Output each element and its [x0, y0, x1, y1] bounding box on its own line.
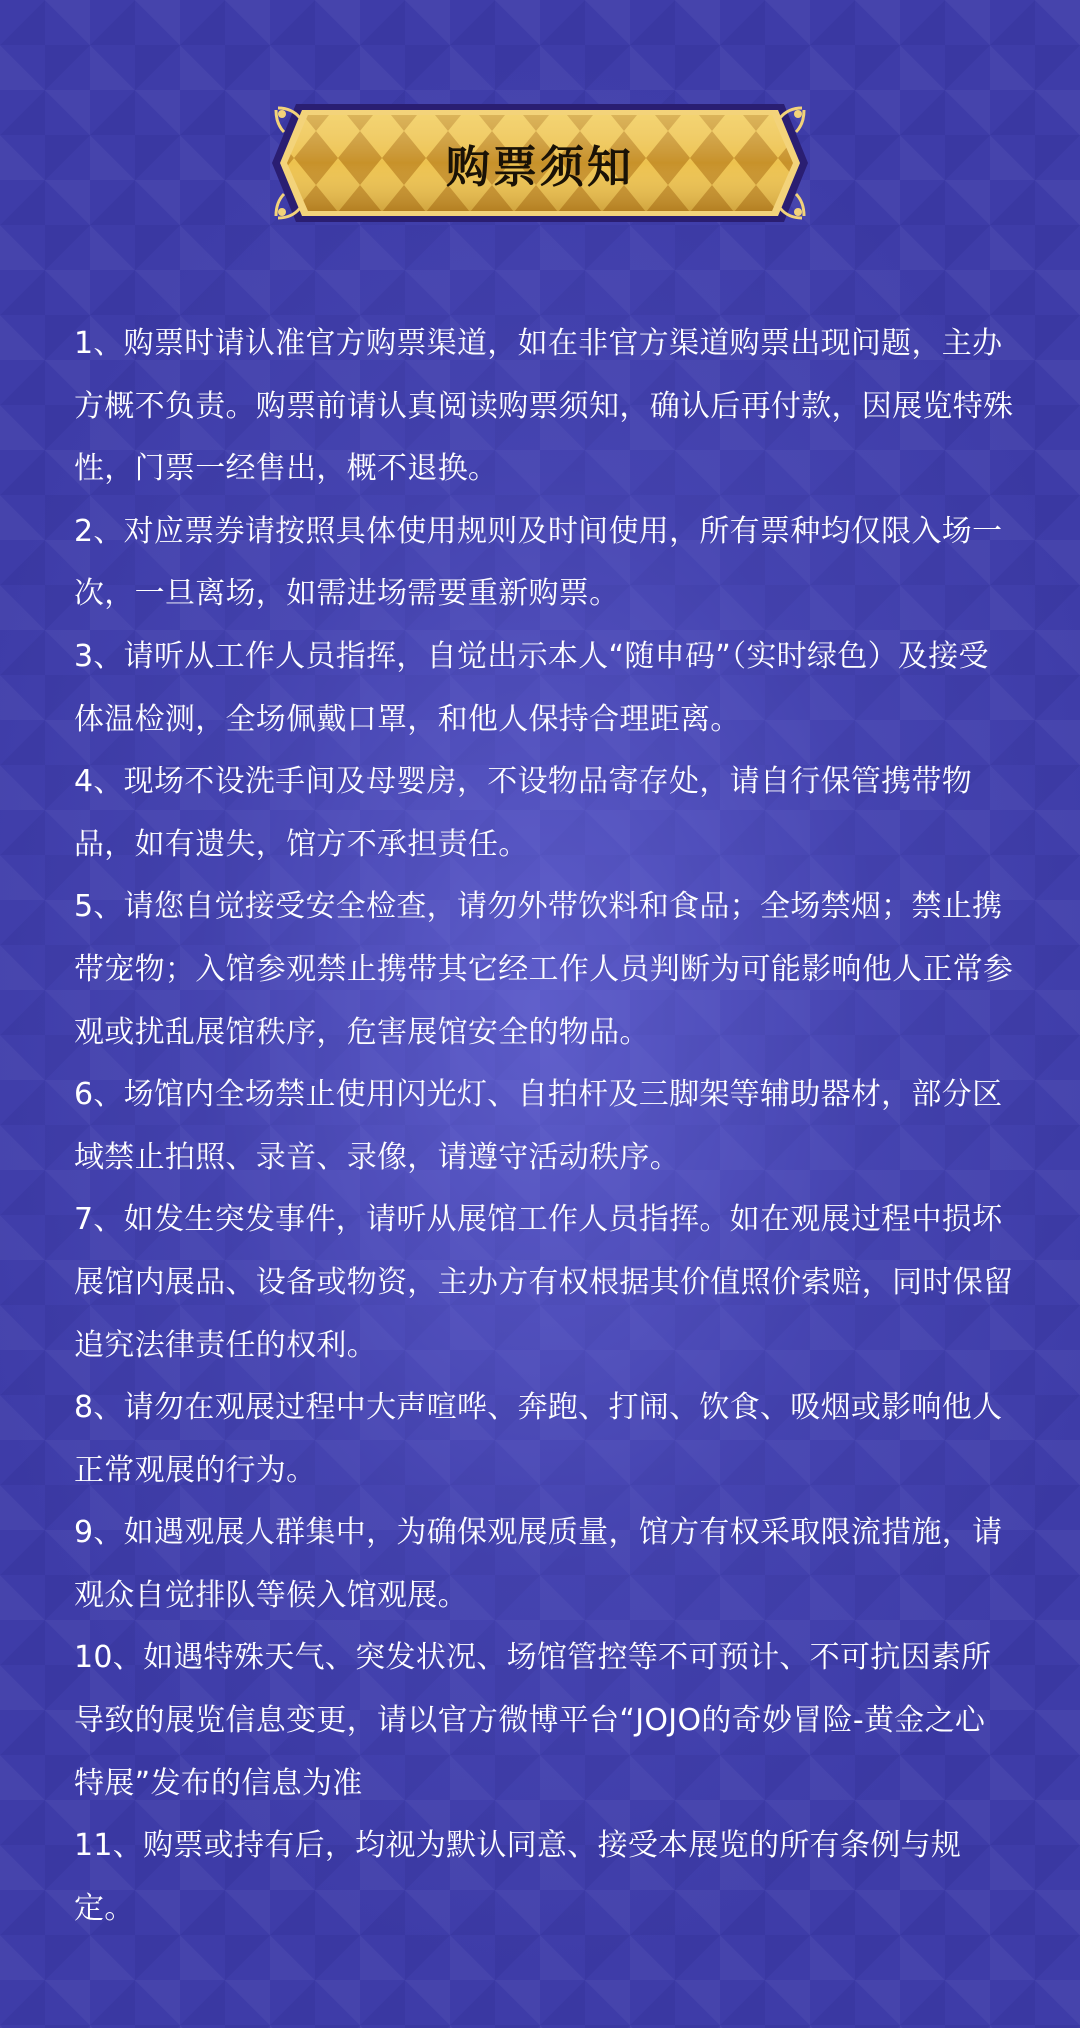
rule-item-2: 2、对应票券请按照具体使用规则及时间使用，所有票种均仅限入场一次，一旦离场，如需进场需要重新购票。 — [74, 513, 1003, 612]
rule-item-9: 9、如遇观展人群集中，为确保观展质量，馆方有权采取限流措施，请观众自觉排队等候入馆观展。 — [74, 1515, 1003, 1613]
rule-item-6: 6、场馆内全场禁止使用闪光灯、自拍杆及三脚架等辅助器材，部分区域禁止拍照、录音、录像，请遵守活动秩序。 — [74, 1077, 1003, 1175]
rule-item-7: 7、如发生突发事件，请听从展馆工作人员指挥。如在观展过程中损坏展馆内展品、设备或物资，主办方有权根据其价值照价索赔，同时保留追究法律责任的权利。 — [74, 1202, 1014, 1363]
rules-list — [74, 313, 1014, 1940]
rule-item-1: 1、购票时请认准官方购票渠道，如在非官方渠道购票出现问题，主办方概不负责。购票前请认真阅读购票须知，确认后再付款，因展览特殊性，门票一经售出，概不退换。 — [74, 326, 1014, 487]
page-title: 购票须知 — [446, 142, 634, 193]
rule-item-4: 4、现场不设洗手间及母婴房，不设物品寄存处，请自行保管携带物品，如有遗失，馆方不承担责任。 — [74, 764, 973, 862]
rule-item-5: 5、请您自觉接受安全检查，请勿外带饮料和食品；全场禁烟；禁止携带宠物；入馆参观禁止携带其它经工作人员判断为可能影响他人正常参观或扰乱展馆秩序，危害展馆安全的物品。 — [74, 889, 1014, 1050]
title-banner — [272, 104, 808, 222]
rule-item-11: 11、购票或持有后，均视为默认同意、接受本展览的所有条例与规定。 — [74, 1828, 962, 1926]
rule-item-3: 3、请听从工作人员指挥，自觉出示本人“随申码”（实时绿色）及接受体温检测，全场佩戴口罩，和他人保持合理距离。 — [74, 638, 989, 737]
rule-item-10: 10、如遇特殊天气、突发状况、场馆管控等不可预计、不可抗因素所导致的展览信息变更，请以官方微博平台“JOJO的奇妙冒险-黄金之心特展”发布的信息为准 — [74, 1640, 992, 1801]
rule-item-8: 8、请勿在观展过程中大声喧哗、奔跑、打闹、饮食、吸烟或影响他人正常观展的行为。 — [74, 1390, 1003, 1488]
